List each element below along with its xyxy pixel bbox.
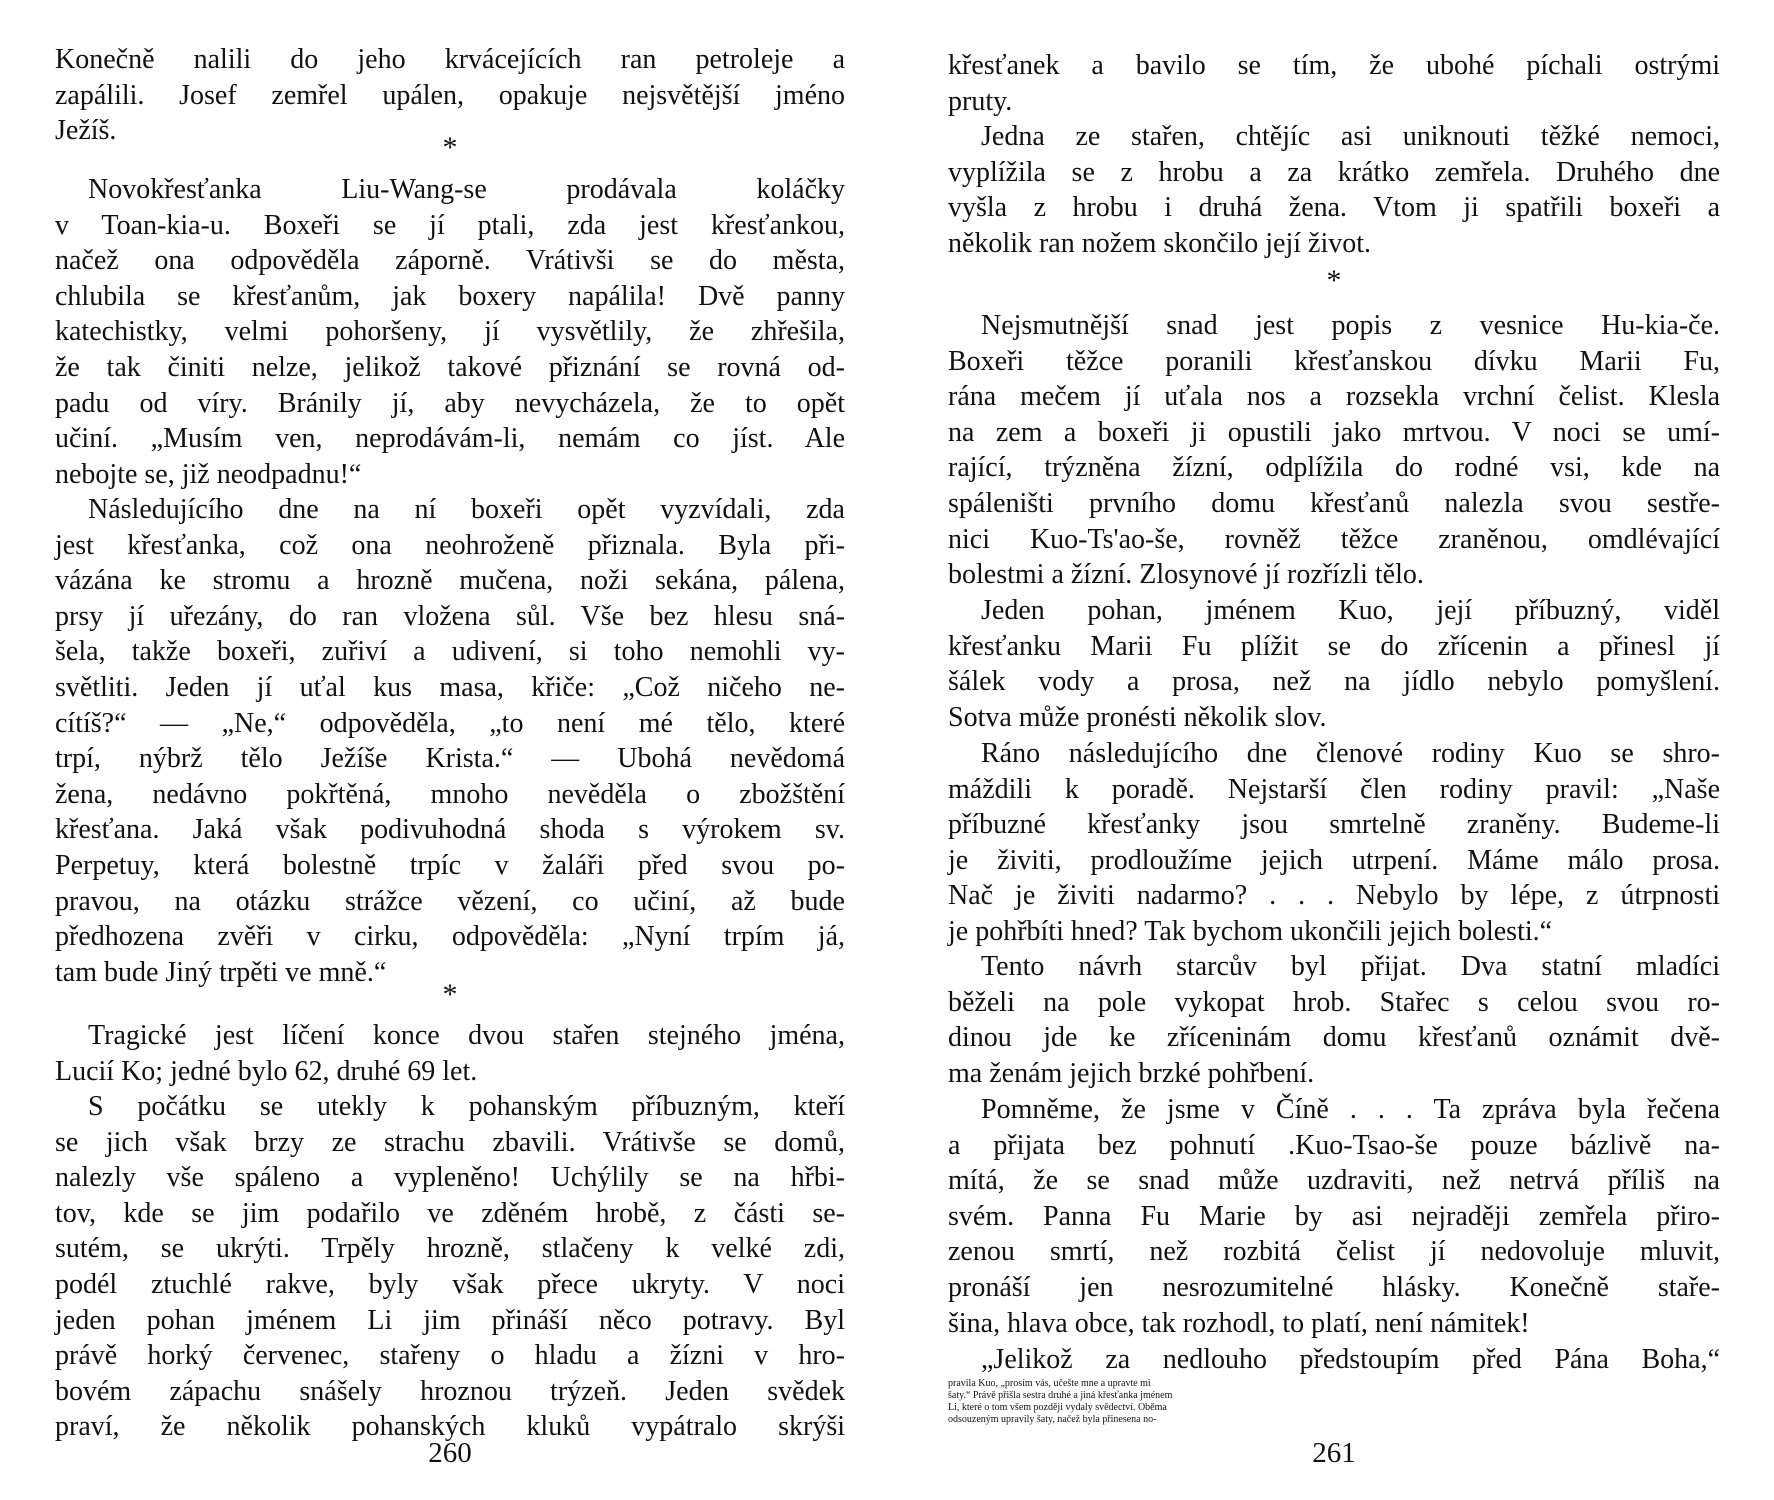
paragraph — [55, 172, 845, 492]
text-line: ma ženám jejich brzké pohřbení. — [948, 1057, 1315, 1089]
text-line: svém. Panna Fu Marie by asi nejraději zemřela přiro- — [948, 1200, 1720, 1232]
text-line: katechistky, velmi pohoršeny, jí vysvětlily, že zhřešila, — [55, 316, 845, 348]
text-line: spáleništi prvního domu křesťanů nalezla svou sestře- — [948, 487, 1720, 519]
paragraph — [948, 119, 1720, 261]
text-line: odsouzeným upravily šaty, načež byla přinesena no- — [948, 1414, 1157, 1425]
page-number: 260 — [428, 1437, 472, 1469]
section-separator: * — [442, 978, 458, 1011]
text-line: tam bude Jiný trpěti ve mně.“ — [55, 956, 387, 988]
text-line: Následujícího dne na ní boxeři opět vyzvídali, zda — [88, 494, 845, 525]
text-line: předhozena zvěři v cirku, odpověděla: „Nyní trpím já, — [55, 921, 845, 953]
text-line: bovém zápachu snášely hroznou trýzeň. Jeden svědek — [55, 1375, 845, 1407]
text-line: že tak činiti nelze, jelikož takové přiznání se rovná od- — [55, 351, 845, 383]
text-line: rající, trýzněna žízní, odplížila do rodné vsi, kde na — [948, 452, 1720, 484]
text-line: žena, nedávno pokřtěná, mnoho nevěděla o zbožštění — [55, 778, 845, 810]
section-separator: * — [442, 131, 458, 164]
text-line: Li, které o tom všem později vydaly svědectví. Oběma — [948, 1402, 1167, 1413]
text-line: šaty.“ Právě přišla sestra druhé a jiná křesťanka jménem — [948, 1390, 1173, 1401]
text-line: Sotva může pronésti několik slov. — [948, 701, 1327, 733]
text-line: vyplížila se z hrobu a za krátko zemřela. Druhého dne — [948, 156, 1720, 188]
text-line: v Toan-kia-u. Boxeři se jí ptali, zda jest křesťankou, — [55, 209, 845, 241]
text-line: trpí, nýbrž tělo Ježíše Krista.“ — Ubohá nevědomá — [55, 743, 845, 775]
text-line: prsy jí uřezány, do ran vložena sůl. Vše bez hlesu sná- — [55, 600, 845, 632]
text-line: máždili k poradě. Nejstarší člen rodiny pravil: „Naše — [948, 773, 1720, 805]
text-line: sutém, se ukrýti. Trpěly hrozně, stlačeny k velké zdi, — [55, 1233, 845, 1265]
text-line: Pomněme, že jsme v Číně . . . Ta zpráva byla řečena — [981, 1094, 1720, 1125]
paragraph — [55, 1089, 845, 1445]
text-line: Novokřesťanka Liu-Wang-se prodávala koláčky — [88, 174, 845, 205]
text-line: šálek vody a prosa, než na jídlo nebylo pomyšlení. — [948, 666, 1720, 698]
text-line: zapálili. Josef zemřel upálen, opakuje nejsvětější jméno — [55, 79, 845, 111]
text-line: Ráno následujícího dne členové rodiny Kuo se shro- — [981, 738, 1720, 769]
paragraph — [948, 1092, 1720, 1341]
text-line: podél ztuchlé rakve, byly však přece ukryty. V noci — [55, 1268, 845, 1300]
paragraph — [948, 308, 1720, 593]
text-line: běželi na pole vykopat hrob. Stařec s celou svou ro- — [948, 986, 1720, 1018]
paragraph — [55, 1018, 845, 1089]
text-line: Nač je živiti nadarmo? . . . Nebylo by lépe, z útrpnosti — [948, 880, 1720, 912]
text-line: Tragické jest líčení konce dvou stařen stejného jména, — [88, 1020, 845, 1051]
left-page — [55, 0, 845, 1500]
text-line: křesťanek a bavilo se tím, že ubohé píchali ostrými — [948, 50, 1720, 81]
text-line: nalezly vše spáleno a vypleněno! Uchýlily se na hřbi- — [55, 1162, 845, 1194]
text-line: šina, hlava obce, tak rozhodl, to platí, není námitek! — [948, 1307, 1530, 1339]
text-line: mítá, že se snad může uzdraviti, než netrvá příliš na — [948, 1165, 1720, 1197]
text-line: příbuzné křesťanky jsou smrtelně zraněny. Budeme-li — [948, 809, 1720, 841]
text-line: Nejsmutnější snad jest popis z vesnice Hu-kia-če. — [981, 310, 1720, 341]
text-line: právě horký červenec, stařeny o hladu a žízni v hro- — [55, 1340, 845, 1372]
paragraph — [948, 949, 1720, 1091]
text-line: Tento návrh starcův byl přijat. Dva statní mladíci — [981, 951, 1720, 982]
text-line: zenou smrtí, než rozbitá čelist jí nedovoluje mluvit, — [948, 1236, 1720, 1268]
text-line: dinou jde ke zříceninám domu křesťanů oznámit dvě- — [948, 1022, 1720, 1054]
text-line: „Jelikož za nedlouho předstoupím před Pána Boha,“ — [981, 1344, 1720, 1375]
text-line: se jich však brzy ze strachu zbavili. Vrátivše se domů, — [55, 1126, 845, 1158]
text-line: Jeden pohan, jménem Kuo, její příbuzný, viděl — [981, 595, 1720, 626]
text-line: Jedna ze stařen, chtějíc asi uniknouti těžké nemoci, — [981, 121, 1720, 152]
text-line: S počátku se utekly k pohanským příbuzným, kteří — [88, 1091, 845, 1122]
text-line: učiní. „Musím ven, neprodávám-li, nemám co jíst. Ale — [55, 423, 845, 455]
text-line: rána mečem jí uťala nos a rozsekla vrchní čelist. Klesla — [948, 381, 1720, 413]
text-line: Lucií Ko; jedné bylo 62, druhé 69 let. — [55, 1055, 478, 1087]
text-line: je pohřbíti hned? Tak bychom ukončili jejich bolesti.“ — [948, 915, 1553, 947]
text-line: chlubila se křesťanům, jak boxery napálila! Dvě panny — [55, 280, 845, 312]
text-line: tov, kde se jim podařilo ve zděném hrobě, z části se- — [55, 1197, 845, 1229]
text-line: jest křesťanka, což ona neohroženě přiznala. Byla při- — [55, 529, 845, 561]
paragraph — [948, 1342, 1720, 1378]
page-number: 261 — [1312, 1437, 1356, 1469]
right-page — [948, 0, 1720, 1500]
text-line: padu od víry. Bránily jí, aby nevycházela, že to opět — [55, 387, 845, 419]
text-line: praví, že několik pohanských kluků vypátralo skrýši — [55, 1411, 845, 1443]
text-line: Ježíš. — [55, 115, 117, 147]
text-line: světliti. Jeden jí uťal kus masa, křiče: „Což ničeho ne- — [55, 671, 845, 703]
text-line: několik ran nožem skončilo její život. — [948, 227, 1372, 259]
text-line: na zem a boxeři ji opustili jako mrtvou. V noci se umí- — [948, 416, 1720, 448]
text-line: šela, takže boxeři, zuřiví a udivení, si toho nemohli vy- — [55, 636, 845, 668]
text-line: Boxeři těžce poranili křesťanskou dívku Marii Fu, — [948, 345, 1720, 377]
text-line: Perpetuy, která bolestně trpíc v žaláři před svou po- — [55, 849, 845, 881]
paragraph — [948, 48, 1720, 119]
paragraph — [948, 593, 1720, 735]
text-line: jeden pohan jménem Li jim přináší něco potravy. Byl — [55, 1304, 845, 1336]
text-line: křesťanku Marii Fu plížit se do zřícenin a přinesl jí — [948, 630, 1720, 662]
text-line: nici Kuo-Ts'ao-še, rovněž těžce zraněnou, omdlévající — [948, 523, 1720, 555]
text-line: je živiti, prodloužíme jejich utrpení. Máme málo prosa. — [948, 844, 1720, 876]
text-line: načež ona odpověděla záporně. Vrátivši se do města, — [55, 245, 845, 277]
paragraph — [948, 736, 1720, 950]
section-separator: * — [1326, 264, 1342, 297]
text-line: a přijata bez pohnutí .Kuo-Tsao-še pouze bázlivě na- — [948, 1129, 1720, 1161]
text-line: Konečně nalili do jeho krvácejících ran petroleje a — [55, 44, 845, 75]
text-line: pravila Kuo, „prosím vás, učešte mne a upravte mi — [948, 1378, 1151, 1389]
text-line: nebojte se, již neodpadnu!“ — [55, 458, 362, 490]
text-line: cítíš?“ — „Ne,“ odpověděla, „to není mé tělo, které — [55, 707, 845, 739]
text-line: pronáší jen nesrozumitelné hlásky. Konečně staře- — [948, 1271, 1720, 1303]
text-line: křesťana. Jaká však podivuhodná shoda s výrokem sv. — [55, 814, 845, 846]
text-line: vázána ke stromu a hrozně mučena, noži sekána, pálena, — [55, 565, 845, 597]
text-line: pravou, na otázku strážce vězení, co učiní, až bude — [55, 885, 845, 917]
text-line: bolestmi a žízní. Zlosynové jí rozřízli tělo. — [948, 559, 1424, 591]
text-line: pruty. — [948, 85, 1013, 117]
text-line: vyšla z hrobu i druhá žena. Vtom ji spatřili boxeři a — [948, 192, 1720, 224]
paragraph — [55, 492, 845, 990]
